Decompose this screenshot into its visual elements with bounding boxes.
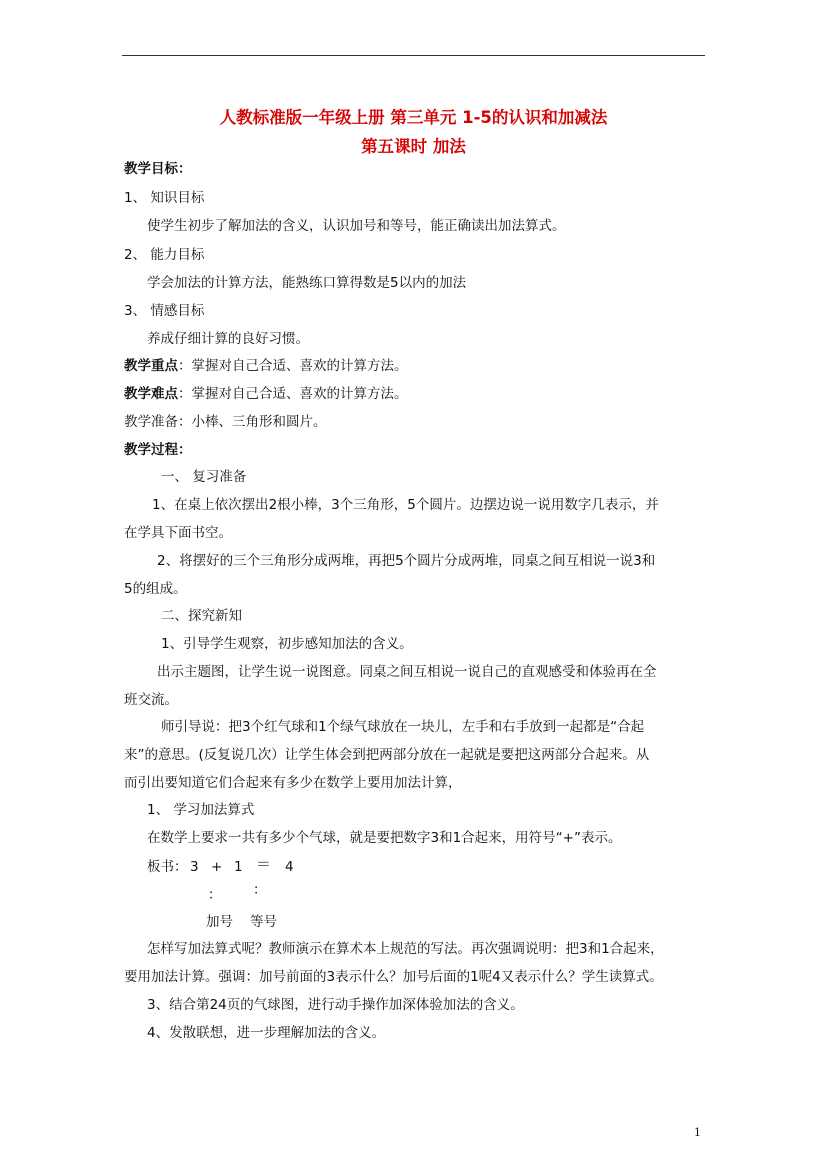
teaching-prep: 教学准备：小棒、三角形和圆片。 xyxy=(124,414,327,430)
goal3-text: 养成仔细计算的良好习惯。 xyxy=(147,331,309,347)
section2-sub1-heading: 1、 学习加法算式 xyxy=(147,802,255,818)
key-point-text: ：掌握对自己合适、喜欢的计算方法。 xyxy=(178,358,408,374)
difficulty-text: ：掌握对自己合适、喜欢的计算方法。 xyxy=(178,386,408,402)
board-colon-plus: ： xyxy=(208,887,222,903)
section1-para2-line1: 2、将摆好的三个三角形分成两堆，再把5个圆片分成两堆，同桌之间互相说一说3和 xyxy=(157,553,656,569)
section2-item4: 4、发散联想，进一步理解加法的含义。 xyxy=(147,1025,386,1041)
goal1-title: 1、 知识目标 xyxy=(124,190,205,206)
board-equals: ＝ xyxy=(256,855,272,873)
board-number-3: 3 xyxy=(190,859,199,875)
difficulty-point xyxy=(124,385,408,403)
board-number-4: 4 xyxy=(285,859,294,875)
goal1-text: 使学生初步了解加法的含义，认识加号和等号，能正确读出加法算式。 xyxy=(147,218,566,234)
goals-heading: 教学目标： xyxy=(124,161,192,177)
section2-para2-line3: 而引出要知道它们合起来有多少在数学上要用加法计算， xyxy=(124,775,462,791)
process-heading: 教学过程： xyxy=(124,442,192,458)
board-colon-equals: ： xyxy=(253,882,267,898)
section1-heading: 一、 复习准备 xyxy=(161,469,247,485)
goal2-title: 2、 能力目标 xyxy=(124,247,205,263)
section2-heading: 二、探究新知 xyxy=(161,608,242,624)
key-point-label: 教学重点 xyxy=(124,358,178,374)
goal2-text: 学会加法的计算方法，能熟练口算得数是5以内的加法 xyxy=(147,275,467,291)
section2-sub1-text: 在数学上要求一共有多少个气球，就是要把数字3和1合起来，用符号“+”表示。 xyxy=(147,830,622,846)
key-point xyxy=(124,357,408,375)
plus-sign-name: 加号 xyxy=(206,914,233,930)
board-number-1: 1 xyxy=(234,859,243,875)
board-label: 板书： xyxy=(147,859,188,875)
difficulty-label: 教学难点 xyxy=(124,386,178,402)
section2-item3: 3、结合第24页的气球图，进行动手操作加深体验加法的含义。 xyxy=(147,997,524,1013)
section2-para1-line1: 出示主题图，让学生说一说图意。同桌之间互相说一说自己的直观感受和体验再在全 xyxy=(157,664,657,680)
goal3-title: 3、 情感目标 xyxy=(124,303,205,319)
lesson-title: 第五课时 加法 xyxy=(361,137,466,156)
section1-para1-line2: 在学具下面书空。 xyxy=(124,525,232,541)
section1-para2-line2: 5的组成。 xyxy=(124,581,187,597)
section2-para3-line2: 要用加法计算。强调：加号前面的3表示什么？加号后面的1呢4又表示什么？学生读算式。 xyxy=(124,969,663,985)
section2-para1-line2: 班交流。 xyxy=(124,692,178,708)
header-rule xyxy=(122,55,705,56)
board-plus: + xyxy=(211,859,223,875)
section2-para2-line1: 师引导说：把3个红气球和1个绿气球放在一块儿，左手和右手放到一起都是“合起 xyxy=(161,719,645,735)
document-title: 人教标准版一年级上册 第三单元 1-5的认识和加减法 xyxy=(219,108,608,127)
section2-para3-line1: 怎样写加法算式呢？教师演示在算术本上规范的写法。再次强调说明：把3和1合起来， xyxy=(147,941,664,957)
section1-para1-line1: 1、在桌上依次摆出2根小棒，3个三角形，5个圆片。边摆边说一说用数字几表示，并 xyxy=(152,497,659,513)
section2-para2-line2: 来”的意思。(反复说几次）让学生体会到把两部分放在一起就是要把这两部分合起来。从 xyxy=(124,747,650,763)
section2-item1: 1、引导学生观察，初步感知加法的含义。 xyxy=(161,636,413,652)
equals-sign-name: 等号 xyxy=(250,914,277,930)
page-number: 1 xyxy=(694,1126,701,1139)
